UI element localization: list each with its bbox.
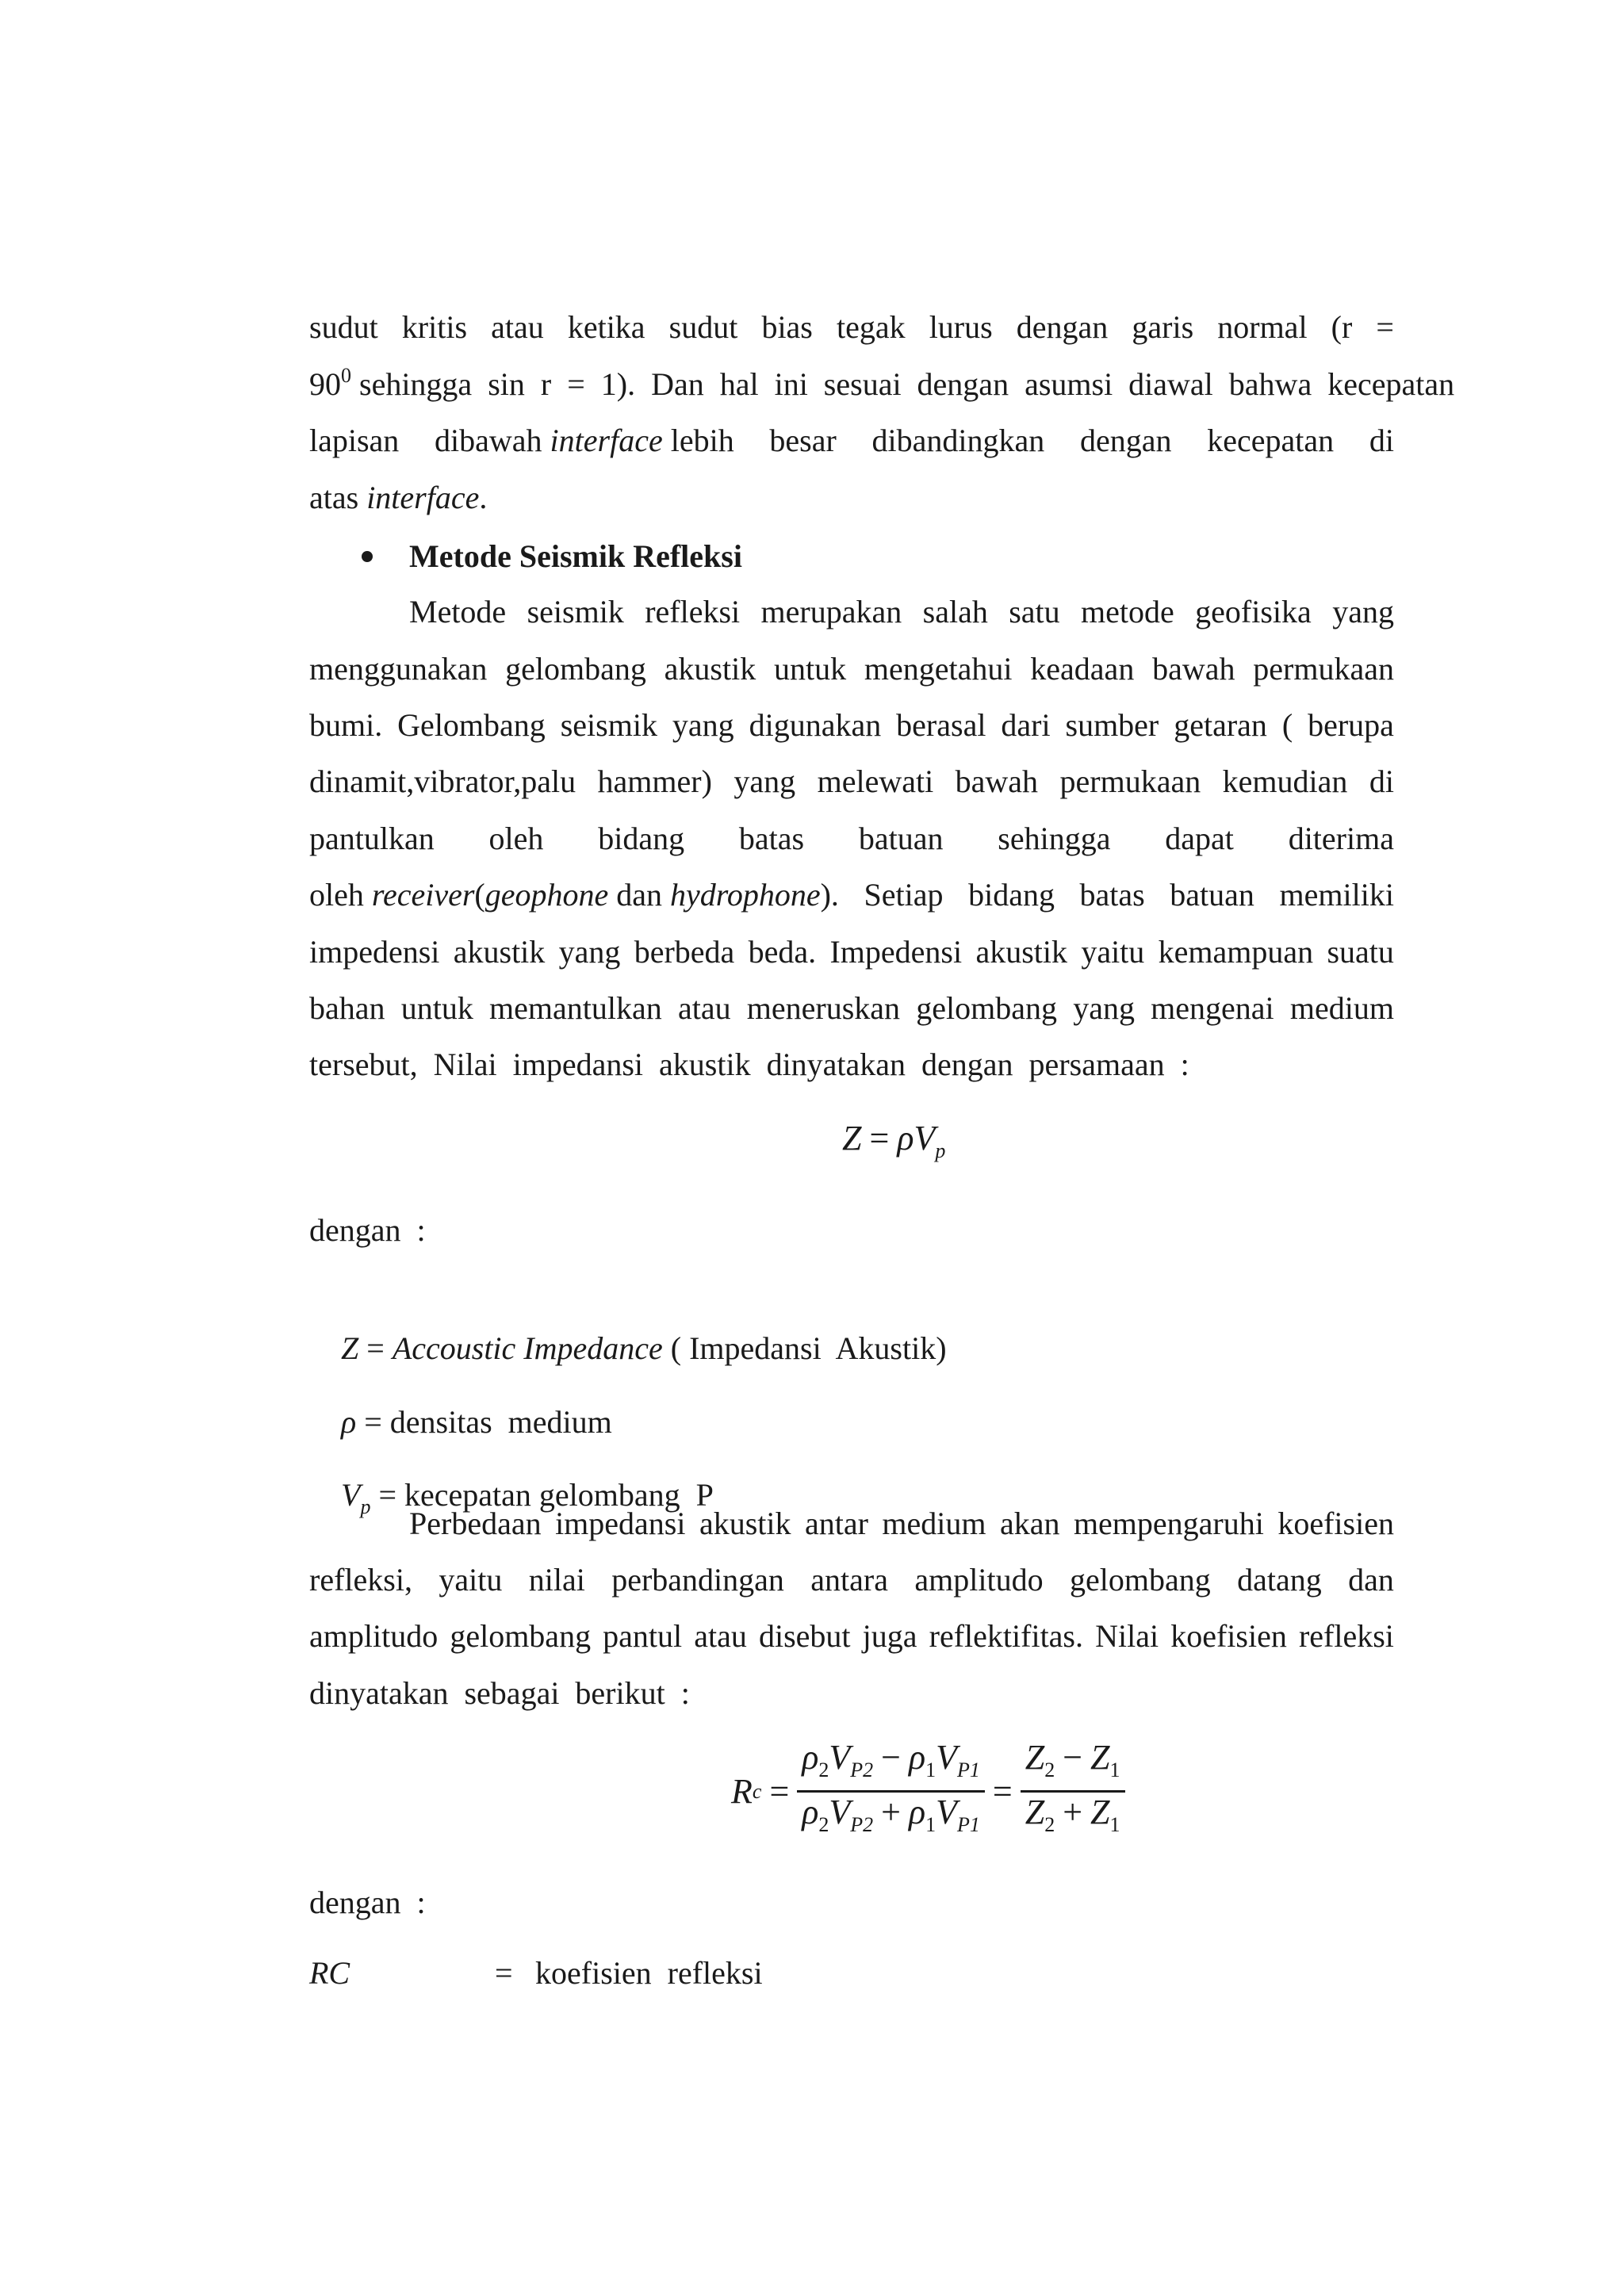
word: (r xyxy=(1331,309,1353,345)
word: kemampuan xyxy=(1158,934,1314,970)
word: yang xyxy=(1073,990,1135,1026)
word: = xyxy=(1376,309,1394,345)
word: dari xyxy=(1001,707,1051,743)
word: seismik xyxy=(560,707,657,743)
fraction-impedance: $\frac{Z_2 - Z_1}{Z_2 + Z_1}$ xyxy=(1021,1738,1125,1845)
word: mempengaruhi xyxy=(1073,1506,1264,1541)
word: kemudian xyxy=(1222,763,1348,799)
word: gelombang xyxy=(916,990,1057,1026)
word: datang xyxy=(1237,1562,1322,1598)
paragraph2-line9: tersebut, Nilai impedansi akustik dinyatakan dengan persamaan : xyxy=(309,1047,1189,1082)
paragraph3-line3 xyxy=(309,1614,1394,1659)
word: impedensi xyxy=(309,934,440,970)
word: akan xyxy=(999,1506,1060,1541)
word: menggunakan xyxy=(309,651,488,687)
definition-z: Z = Accoustic Impedance ( Impedansi Akustik) xyxy=(341,1330,947,1366)
word: batuan xyxy=(858,821,944,856)
word: sudut xyxy=(309,309,378,345)
word: bahan xyxy=(309,990,385,1026)
word: suatu xyxy=(1327,934,1394,970)
word: pantul xyxy=(603,1618,683,1654)
word: impedansi xyxy=(555,1506,686,1541)
word: nilai xyxy=(528,1562,585,1598)
word: kritis xyxy=(401,309,468,345)
word: bawah xyxy=(955,763,1039,799)
paragraph2-line1 xyxy=(309,590,1394,634)
word: meneruskan xyxy=(746,990,901,1026)
word: pantulkan xyxy=(309,821,435,856)
word: berbeda xyxy=(634,934,735,970)
word: Metode xyxy=(409,594,507,629)
word: bawah xyxy=(1152,651,1235,687)
word: sudut xyxy=(668,309,738,345)
word: yang xyxy=(733,763,796,799)
paragraph1-line1 xyxy=(309,305,1394,350)
paragraph3-line4: dinyatakan sebagai berikut : xyxy=(309,1675,690,1711)
section-heading: Metode Seismik Refleksi xyxy=(409,538,742,574)
word: akustik xyxy=(699,1506,791,1541)
word: Impedensi xyxy=(829,934,963,970)
word: atau xyxy=(694,1618,747,1654)
word: refleksi, xyxy=(309,1562,412,1598)
word: tegak xyxy=(836,309,906,345)
word: untuk xyxy=(774,651,847,687)
word: di xyxy=(1369,763,1394,799)
word: yang xyxy=(558,934,621,970)
word: perbandingan xyxy=(611,1562,784,1598)
paragraph2-line5 xyxy=(309,817,1394,861)
word: berupa xyxy=(1308,707,1394,743)
paragraph1-line3: lapisan dibawah interface lebih besar dibandingkan dengan kecepatan di xyxy=(309,423,1394,458)
word: yang xyxy=(672,707,734,743)
word: untuk xyxy=(400,990,473,1026)
word: geofisika xyxy=(1195,594,1312,629)
word: gelombang xyxy=(450,1618,592,1654)
word: hammer) xyxy=(597,763,712,799)
word: lurus xyxy=(929,309,993,345)
word: Gelombang xyxy=(397,707,546,743)
word: memantulkan xyxy=(489,990,662,1026)
word: satu xyxy=(1009,594,1060,629)
word: dapat xyxy=(1165,821,1234,856)
word: antara xyxy=(810,1562,888,1598)
paragraph2-line3 xyxy=(309,703,1394,748)
word: beda. xyxy=(748,934,817,970)
word: akustik xyxy=(664,651,756,687)
word: medium xyxy=(1289,990,1394,1026)
word: melewati xyxy=(817,763,934,799)
word: koefisien xyxy=(1277,1506,1394,1541)
word: dan xyxy=(1348,1562,1394,1598)
word: yaitu xyxy=(1081,934,1145,970)
word: batas xyxy=(738,821,805,856)
word: gelombang xyxy=(1070,1562,1211,1598)
paragraph2-line8 xyxy=(309,986,1394,1031)
dengan-label-2: dengan : xyxy=(309,1885,426,1920)
word: bidang xyxy=(598,821,685,856)
word: yang xyxy=(1332,594,1394,629)
definition-rc: RC = koefisien refleksi xyxy=(309,1955,763,1991)
word: seismik xyxy=(527,594,624,629)
definition-vp: $V_p$ = kecepatan gelombang P xyxy=(341,1477,714,1518)
word: sehingga xyxy=(998,821,1111,856)
word: disebut xyxy=(759,1618,851,1654)
paragraph1-line2: $90^0$ sehingga sin r = 1). Dan hal ini sesuai dengan asumsi diawal bahwa kecepatan xyxy=(309,363,1455,402)
paragraph3-line1 xyxy=(309,1502,1394,1546)
word: amplitudo xyxy=(309,1618,439,1654)
word: digunakan xyxy=(749,707,882,743)
word: gelombang xyxy=(505,651,646,687)
word: mengenai xyxy=(1151,990,1274,1026)
paragraph2-line4 xyxy=(309,760,1394,804)
word: bumi. xyxy=(309,707,383,743)
impedance-formula: $Z = \rho V_p$ xyxy=(842,1119,946,1162)
word: Perbedaan xyxy=(409,1506,542,1541)
word: yaitu xyxy=(439,1562,503,1598)
word: atau xyxy=(677,990,731,1026)
word: oleh xyxy=(488,821,544,856)
word: normal xyxy=(1217,309,1308,345)
paragraph2-line7 xyxy=(309,930,1394,974)
bullet-icon xyxy=(362,551,373,562)
word: antar xyxy=(804,1506,868,1541)
word: reflektifitas. xyxy=(929,1618,1083,1654)
word: amplitudo xyxy=(914,1562,1044,1598)
word: metode xyxy=(1081,594,1174,629)
word: refleksi xyxy=(1298,1618,1394,1654)
word: koefisien xyxy=(1170,1618,1287,1654)
word: ketika xyxy=(567,309,645,345)
word: berasal xyxy=(896,707,986,743)
fraction-density-velocity: $\frac{\rho_2V_{P2} - \rho_1V_{P1}}{\rho_2V_{P2} + \rho_1V_{P1}}$ xyxy=(797,1738,985,1845)
word: getaran xyxy=(1174,707,1267,743)
word: bias xyxy=(761,309,813,345)
word: akustik xyxy=(453,934,546,970)
word: dengan xyxy=(1016,309,1109,345)
dengan-label-1: dengan : xyxy=(309,1212,426,1248)
word: atau xyxy=(491,309,544,345)
word: sumber xyxy=(1065,707,1159,743)
word: dinamit,vibrator,palu xyxy=(309,763,576,799)
word: mengetahui xyxy=(864,651,1013,687)
word: refleksi xyxy=(645,594,741,629)
word: akustik xyxy=(975,934,1067,970)
word: merupakan xyxy=(760,594,902,629)
definition-rho: ρ = densitas medium xyxy=(341,1404,612,1440)
word: diterima xyxy=(1288,821,1394,856)
word: keadaan xyxy=(1030,651,1135,687)
paragraph2-line2 xyxy=(309,647,1394,691)
word: ( xyxy=(1281,707,1293,743)
word: salah xyxy=(922,594,988,629)
word: permukaan xyxy=(1059,763,1201,799)
paragraph1-line4: atas interface. xyxy=(309,480,488,515)
word: medium xyxy=(882,1506,986,1541)
word: juga xyxy=(862,1618,917,1654)
word: permukaan xyxy=(1253,651,1394,687)
reflection-coefficient-formula: R c = $\frac{\rho_2V_{P2} - \rho_1V_{P1}}{\rho_2V_{P2} + \rho_1V_{P1}}$ = $\frac{Z_2 - Z_1}{Z_2 + Z_1}$ xyxy=(731,1738,1125,1845)
paragraph3-line2 xyxy=(309,1558,1394,1602)
paragraph2-line6: oleh receiver(geophone dan hydrophone). Setiap bidang batas batuan memiliki xyxy=(309,877,1394,913)
word: Nilai xyxy=(1095,1618,1159,1654)
word: garis xyxy=(1132,309,1194,345)
